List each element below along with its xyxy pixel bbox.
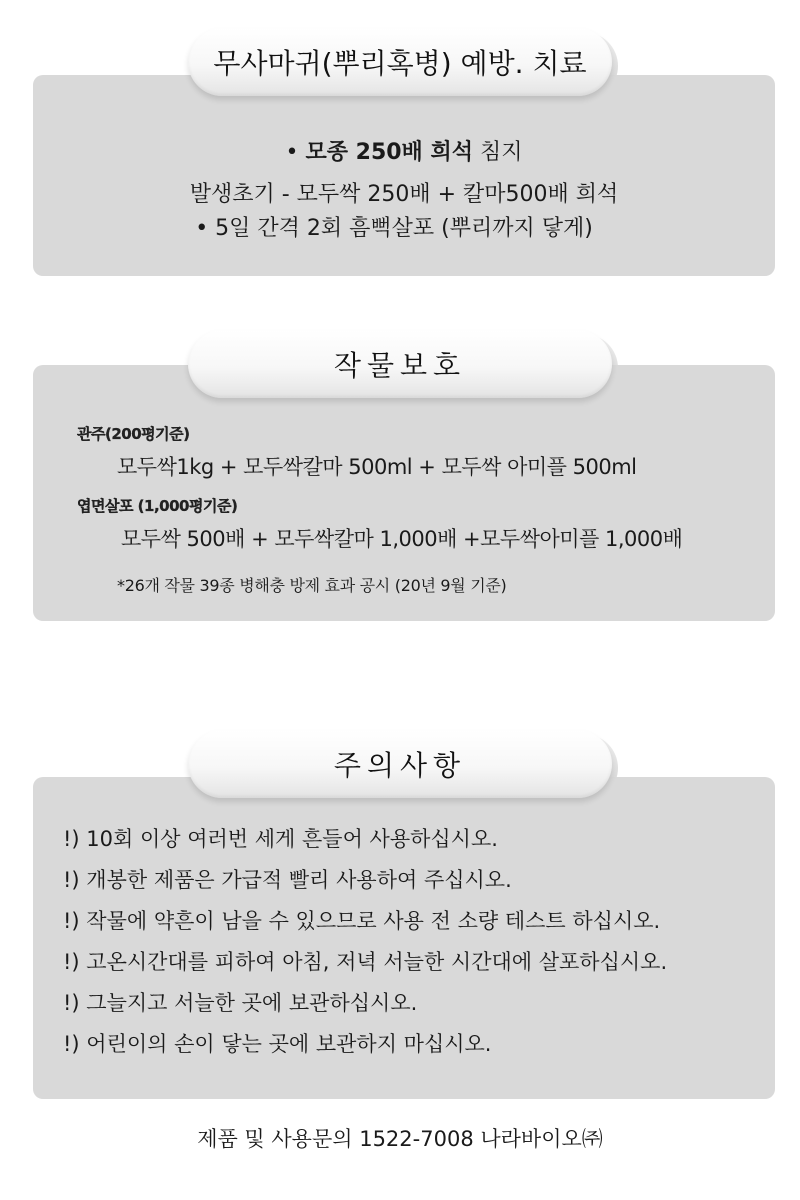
caution-item: !) 작물에 약흔이 남을 수 있으므로 사용 전 소량 테스트 하십시오.: [63, 909, 661, 933]
seedling-dip-rest: 침지: [479, 140, 523, 165]
prevention-panel: [33, 75, 775, 276]
crop-protection-panel: [33, 365, 775, 621]
caution-panel: [33, 777, 775, 1099]
certification-note: *26개 작물 39종 병해충 방제 효과 공시 (20년 9월 기준): [117, 576, 507, 595]
crop-protection-title: 작물보호: [188, 330, 612, 398]
spray-interval-line: • 5일 간격 2회 흠뻑살포 (뿌리까지 닿게): [195, 216, 593, 241]
drench-heading: 관주(200평기준): [77, 425, 190, 443]
caution-title: 주의사항: [188, 730, 612, 798]
prevention-title: 무사마귀(뿌리혹병) 예방. 치료: [188, 28, 612, 96]
caution-item: !) 10회 이상 여러번 세게 흔들어 사용하십시오.: [63, 827, 498, 851]
seedling-dip-bold: 모종 250배 희석: [305, 140, 473, 165]
foliar-recipe: 모두싹 500배 + 모두싹칼마 1,000배 +모두싹아미플 1,000배: [121, 527, 683, 551]
foliar-heading: 엽면살포 (1,000평기준): [77, 497, 238, 515]
caution-item: !) 개봉한 제품은 가급적 빨리 사용하여 주십시오.: [63, 868, 512, 892]
caution-item: !) 그늘지고 서늘한 곳에 보관하십시오.: [63, 991, 418, 1015]
caution-item: !) 어린이의 손이 닿는 곳에 보관하지 마십시오.: [63, 1032, 492, 1056]
bullet: •: [285, 140, 299, 165]
drench-recipe: 모두싹1kg + 모두싹칼마 500ml + 모두싹 아미플 500ml: [117, 455, 637, 479]
seedling-dip-line: [33, 135, 775, 166]
early-stage-line: 발생초기 - 모두싹 250배 + 칼마500배 희석: [189, 182, 619, 207]
contact-footer: 제품 및 사용문의 1522-7008 나라바이오㈜: [197, 1127, 603, 1151]
caution-item: !) 고온시간대를 피하여 아침, 저녁 서늘한 시간대에 살포하십시오.: [63, 950, 668, 974]
